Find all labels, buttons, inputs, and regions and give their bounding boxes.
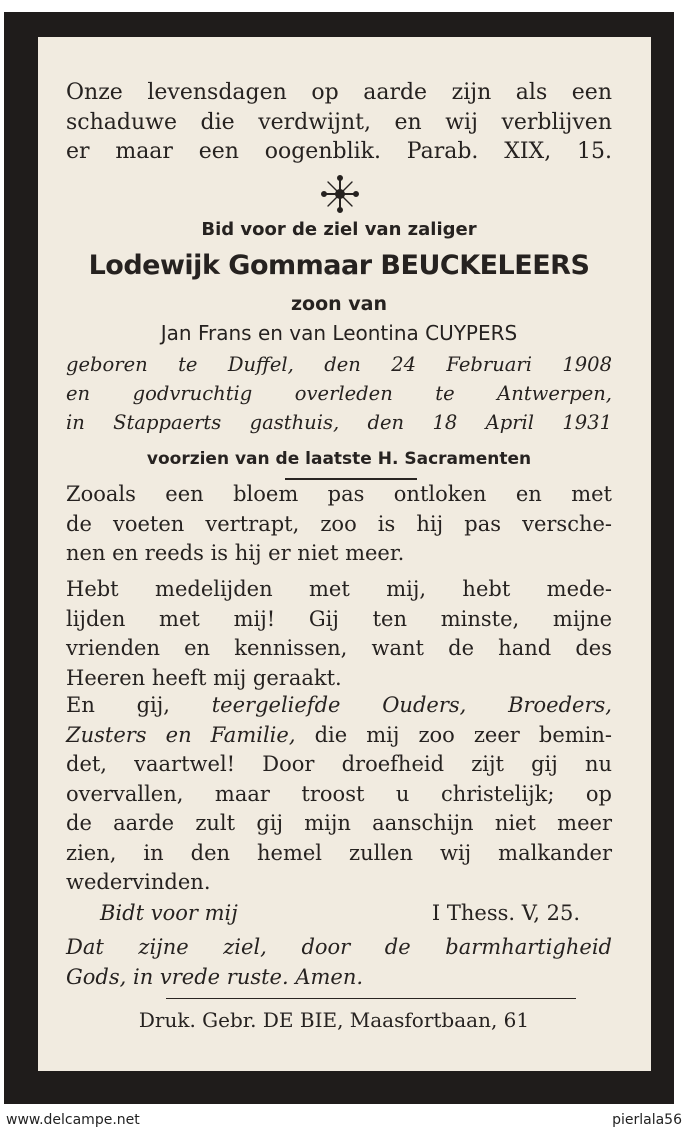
pray-for-me: Bidt voor mij xyxy=(100,901,238,925)
paragraph-farewell xyxy=(66,691,612,898)
paragraph-line: Zooals een bloem pas ontloken en met xyxy=(66,482,612,506)
parents-names: Jan Frans en van Leontina CUYPERS xyxy=(160,321,518,345)
son-of-label: zoon van xyxy=(290,293,388,315)
thess-reference: I Thess. V, 25. xyxy=(431,901,580,925)
farewell-start: En gij, xyxy=(66,693,170,717)
paragraph-line xyxy=(66,721,612,751)
scripture-verse xyxy=(66,78,612,167)
paragraph-line: zien, in den hemel zullen wij malkander xyxy=(66,840,612,865)
paragraph-line: overvallen, maar troost u christelijk; op xyxy=(66,781,612,806)
paragraph-line: vrienden en kennissen, want de hand des xyxy=(66,636,612,660)
paragraph-line: wedervinden. xyxy=(66,870,211,894)
dates-line: en godvruchtig overleden te Antwerpen, xyxy=(66,382,612,405)
sacraments-line: voorzien van de laatste H. Sacramenten xyxy=(146,449,532,469)
verse-line: schaduwe die verdwijnt, en wij verblijven xyxy=(66,109,612,135)
closing-prayer xyxy=(66,933,612,992)
ornamental-star-icon xyxy=(321,175,359,213)
paragraph-mercy xyxy=(66,575,612,693)
prayer-heading: Bid voor de ziel van zaliger xyxy=(201,219,477,240)
dates-line: in Stappaerts gasthuis, den 18 April 1931 xyxy=(66,411,612,434)
farewell-family-italic: teergeliefde Ouders, Broeders, xyxy=(211,693,612,717)
paragraph-flower xyxy=(66,480,612,569)
printer-divider xyxy=(166,998,576,999)
verse-line: er maar een oogenblik. Parab. XIX, 15. xyxy=(66,139,612,164)
closing-line: Dat zijne ziel, door de barmhartigheid xyxy=(66,935,612,959)
paragraph-line: Hebt medelijden met mij, hebt mede- xyxy=(66,577,612,601)
paragraph-line: de aarde zult gij mijn aanschijn niet meer xyxy=(66,811,612,835)
verse-line: Onze levensdagen op aarde zijn als een xyxy=(66,80,612,105)
paragraph-line: de voeten vertrapt, zoo is hij pas versche- xyxy=(66,511,612,536)
deceased-name: Lodewijk Gommaar BEUCKELEERS xyxy=(88,250,590,281)
closing-line: Gods, in vrede ruste. Amen. xyxy=(66,964,364,989)
farewell-family-italic-2: Zusters en Familie, xyxy=(66,722,296,747)
closing-verse xyxy=(66,898,612,928)
paragraph-line: det, vaartwel! Door droefheid zijt gij nu xyxy=(66,752,612,776)
printer-credit: Druk. Gebr. DE BIE, Maasfortbaan, 61 xyxy=(138,1008,530,1032)
life-dates xyxy=(66,350,612,437)
watermark-user: pierlala56 xyxy=(612,1112,682,1128)
paragraph-line: Heeren heeft mij geraakt. xyxy=(66,665,342,690)
dates-line: geboren te Duffel, den 24 Februari 1908 xyxy=(66,353,612,376)
paragraph-line: lijden met mij! Gij ten minste, mijne xyxy=(66,606,612,631)
paragraph-line xyxy=(66,691,612,721)
paragraph-line: nen en reeds is hij er niet meer. xyxy=(66,541,405,565)
watermark-site: www.delcampe.net xyxy=(6,1112,140,1128)
farewell-rest: die mij zoo zeer bemin- xyxy=(314,722,612,747)
